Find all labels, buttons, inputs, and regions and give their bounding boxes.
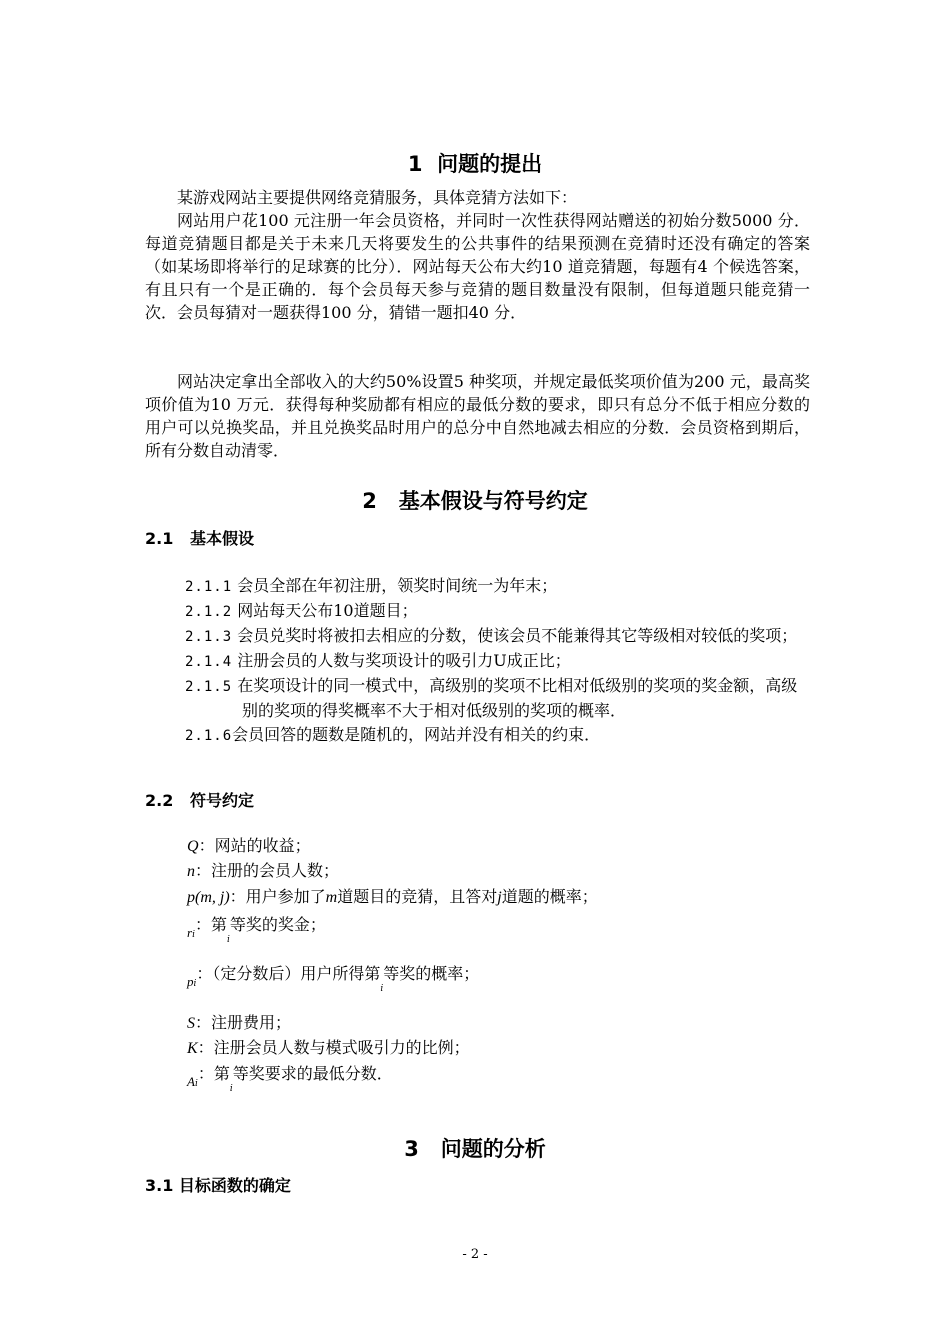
symbol-desc: 等奖的奖金； [229, 915, 326, 934]
symbol-Q [187, 833, 311, 856]
symbol-desc: ：（定分数后）用户所得第 [196, 964, 381, 983]
assumption-text: 会员回答的题数是随机的，网站并没有相关的约束． [232, 725, 601, 744]
assumption-number: 2.1.3 [185, 629, 233, 645]
symbol-desc: ：网站的收益； [198, 836, 311, 855]
symbol-subscript: i [194, 1079, 198, 1089]
symbol-desc: ：第 [197, 1064, 230, 1083]
symbol-desc: ：注册会员人数与模式吸引力的比例； [197, 1038, 470, 1057]
assumption-number: 2.1.1 [185, 579, 233, 595]
section-3-1-title: 3.1 目标函数的确定 [145, 1176, 291, 1195]
assumption-text: 网站每天公布10道题目； [232, 601, 418, 620]
symbol-p-m-j [187, 884, 598, 907]
assumption-number: 2.1.6 [185, 728, 233, 744]
symbol-n [187, 858, 339, 881]
page-number: - 2 - [462, 1247, 488, 1262]
section-1-paragraph-3: 网站决定拿出全部收入的大约50%设置5 种奖项，并规定最低奖项价值为200 元，最高奖项价值为10 万元．获得每种奖励都有相应的最低分数的要求，即只有总分不低于相应分数的用户可以兑换奖品，并且兑换奖品时用户的总分中自然地减去相应的分数．会员资格到期后，所有分数自动清零． [145, 372, 810, 460]
symbol-var: S [187, 1015, 195, 1032]
section-2-2-title: 2.2 符号约定 [145, 791, 255, 810]
symbol-var: p(m, j) [187, 889, 230, 906]
symbol-var: K [187, 1040, 198, 1057]
assumption-text: 会员全部在年初注册，领奖时间统一为年末； [232, 576, 558, 595]
assumption-text: 注册会员的人数与奖项设计的吸引力U成正比； [232, 651, 571, 670]
symbol-desc: 道题的概率； [501, 887, 598, 906]
section-1-paragraph-2: 网站用户花100 元注册一年会员资格，并同时一次性获得网站赠送的初始分数5000 分．每道竞猜题目都是关于未来几天将要发生的公共事件的结果预测在竞猜时还没有确定的答案（如某场即将举行的足球赛的比分）．网站每天公布大约10 道竞猜题，每题有4 个候选答案，有且只有一个是正确的．每个会员每天参与竞猜的题目数量没有限制，但每道题只能竞猜一次．会员每猜对一题获得100 分，猜错一题扣40 分． [145, 211, 810, 322]
section-3-title: 3 问题的分析 [404, 1137, 546, 1161]
section-1-title: 1 问题的提出 [407, 152, 543, 176]
symbol-desc: 等奖的概率； [383, 964, 480, 983]
section-2-title: 2 基本假设与符号约定 [362, 489, 588, 513]
symbol-desc: 等奖要求的最低分数． [232, 1064, 393, 1083]
symbol-subscript: i [193, 979, 197, 989]
assumption-number: 2.1.2 [185, 604, 233, 620]
symbol-inline-var: j [497, 889, 502, 906]
symbol-desc: ：注册费用； [195, 1013, 292, 1032]
symbol-var: r [187, 925, 193, 940]
assumption-item [185, 649, 810, 674]
symbol-desc: ：第 [194, 915, 227, 934]
symbol-var: Q [187, 838, 199, 855]
assumption-text: 会员兑奖时将被扣去相应的分数，使该会员不能兼得其它等级相对较低的奖项； [232, 626, 798, 645]
section-2-1-title: 2.1 基本假设 [145, 529, 255, 548]
symbol-K [187, 1035, 470, 1058]
symbol-var: A [187, 1074, 195, 1089]
symbol-inline-var: i [226, 935, 230, 945]
symbol-var: n [187, 863, 195, 880]
symbol-desc: ：注册的会员人数； [195, 861, 340, 880]
symbol-desc: ：用户参加了 [229, 887, 326, 906]
section-1-paragraph-1: 某游戏网站主要提供网络竞猜服务，具体竞猜方法如下： [177, 188, 578, 207]
assumption-item [185, 624, 810, 649]
assumptions-list [185, 574, 810, 748]
assumption-item [185, 599, 810, 624]
symbol-p-i [187, 961, 480, 994]
assumption-item [185, 574, 810, 599]
symbol-A-i [187, 1061, 393, 1094]
assumption-number: 2.1.5 [185, 679, 233, 695]
symbol-var: p [187, 974, 194, 989]
assumption-item [185, 723, 810, 748]
symbol-inline-var: m [325, 889, 338, 906]
symbol-S [187, 1010, 291, 1033]
symbol-r-i [187, 912, 326, 945]
assumption-number: 2.1.4 [185, 654, 233, 670]
symbol-inline-var: i [229, 1084, 233, 1094]
symbol-subscript: i [192, 930, 195, 940]
symbol-desc: 道题目的竞猜，且答对 [337, 887, 498, 906]
assumption-text: 在奖项设计的同一模式中，高级别的奖项不比相对低级别的奖项的奖金额，高级别的奖项的得奖概率不大于相对低级别的奖项的概率． [232, 676, 798, 720]
symbol-inline-var: i [380, 984, 384, 994]
assumption-item [185, 674, 810, 723]
